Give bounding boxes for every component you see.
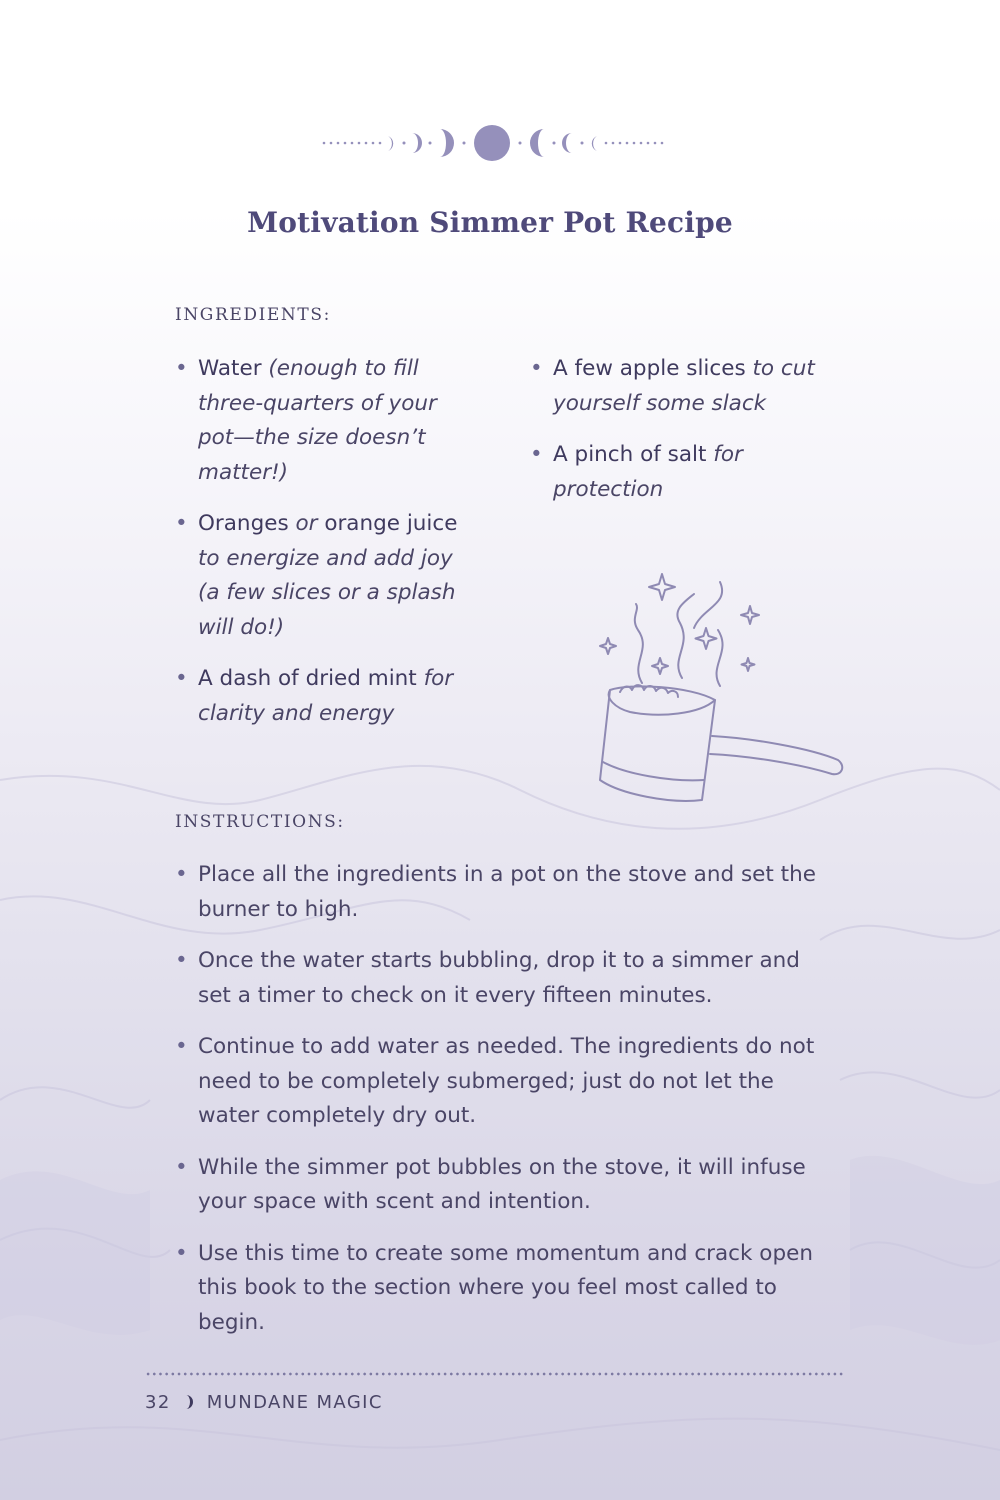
instruction-text: Continue to add water as needed. The ingredients do not need to be completely submerged; just do not let the water completely dry out. bbox=[198, 1034, 815, 1128]
bullet: • bbox=[175, 1154, 188, 1180]
ingredient-name: Water bbox=[198, 356, 262, 381]
instruction-text: While the simmer pot bubbles on the stove, it will infuse your space with scent and intention. bbox=[198, 1154, 806, 1214]
instructions-heading: INSTRUCTIONS: bbox=[175, 812, 345, 832]
bullet: • bbox=[175, 948, 188, 973]
list-item bbox=[175, 1030, 835, 1134]
list-item bbox=[175, 1151, 835, 1220]
instruction-text: Once the water starts bubbling, drop it to a simmer and set a timer to check on it every fifteen minutes. bbox=[198, 948, 800, 1008]
ingredient-name: A few apple slices bbox=[553, 356, 746, 381]
list-item bbox=[175, 944, 835, 1013]
ingredient-name: A dash of dried mint bbox=[198, 666, 417, 691]
ingredient-name: Oranges bbox=[198, 511, 289, 536]
page-title: Motivation Simmer Pot Recipe bbox=[247, 206, 733, 239]
ingredients-list-left bbox=[175, 352, 475, 748]
ingredient-note: to cut yourself some slack bbox=[553, 356, 815, 416]
bullet: • bbox=[175, 666, 188, 691]
moon-phases-ornament bbox=[320, 118, 665, 168]
ingredient-connector: or bbox=[288, 511, 325, 536]
bullet: • bbox=[175, 356, 188, 381]
ingredient-note: for protection bbox=[553, 442, 743, 502]
bullet: • bbox=[175, 1034, 188, 1059]
ingredient-note: to energize and add joy (a few slices or a splash will do!) bbox=[198, 545, 456, 640]
ingredient-note: (enough to fill three-quarters of your pot—the size doesn’t matter!) bbox=[198, 356, 437, 485]
instruction-text: Place all the ingredients in a pot on the stove and set the burner to high. bbox=[198, 862, 816, 922]
bullet: • bbox=[175, 1240, 188, 1266]
simmer-pot-illustration bbox=[590, 568, 850, 813]
footer-divider bbox=[145, 1372, 845, 1376]
bullet: • bbox=[530, 356, 543, 381]
bullet: • bbox=[530, 442, 543, 467]
list-item bbox=[175, 1237, 835, 1341]
book-title: MUNDANE MAGIC bbox=[206, 1391, 383, 1413]
list-item bbox=[175, 352, 475, 490]
list-item bbox=[175, 507, 475, 645]
bullet: • bbox=[175, 862, 188, 887]
list-item bbox=[530, 438, 830, 507]
ingredient-name-alt: orange juice bbox=[324, 511, 458, 536]
ingredients-list-right bbox=[530, 352, 830, 524]
crescent-moon-icon bbox=[181, 1393, 197, 1411]
list-item bbox=[530, 352, 830, 421]
page-number: 32 bbox=[145, 1391, 171, 1413]
instructions-list bbox=[175, 858, 835, 1357]
bullet: • bbox=[175, 511, 188, 536]
list-item bbox=[175, 662, 475, 731]
ingredient-note: for clarity and energy bbox=[198, 666, 454, 726]
list-item bbox=[175, 858, 835, 927]
ingredient-name: A pinch of salt bbox=[553, 442, 707, 467]
page-footer bbox=[145, 1388, 383, 1416]
ingredients-heading: INGREDIENTS: bbox=[175, 305, 331, 325]
instruction-text: Use this time to create some momentum and crack open this book to the section where you feel most called to begin. bbox=[198, 1240, 813, 1335]
